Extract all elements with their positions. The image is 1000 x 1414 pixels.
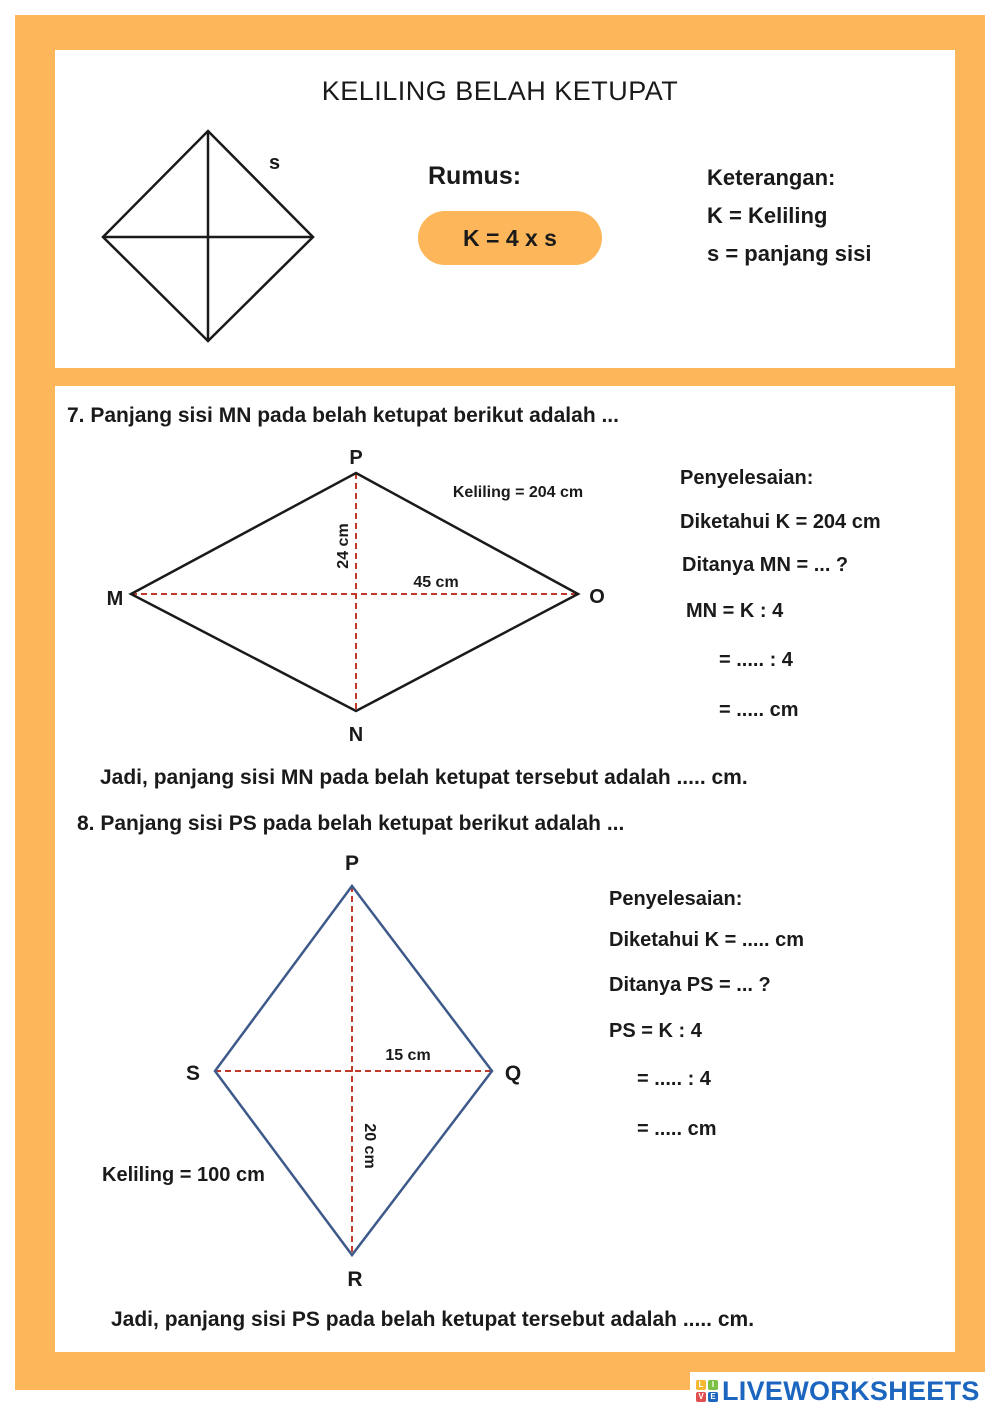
q7-vertical-label: 24 cm (335, 523, 352, 569)
q8-vertical-label: 20 cm (361, 1123, 378, 1169)
legend-heading: Keterangan: (707, 165, 836, 190)
q8-step-2: = ..... cm (637, 1118, 717, 1140)
q8-step-1: = ..... : 4 (637, 1068, 711, 1090)
q8-formula: PS = K : 4 (609, 1020, 702, 1042)
question-7: 7. Panjang sisi MN pada belah ketupat berikut adalah ... (67, 404, 619, 427)
q7-horizontal-label: 45 cm (413, 574, 459, 591)
q7-vertex-o: O (589, 586, 605, 608)
legend-item: K = Keliling (707, 203, 828, 228)
q7-vertex-m: M (106, 588, 124, 610)
logo-mark-tile: I (708, 1380, 718, 1390)
q8-rhombus-figure (0, 840, 1000, 1300)
question-8: 8. Panjang sisi PS pada belah ketupat berikut adalah ... (77, 812, 625, 835)
q8-vertex-r: R (347, 1268, 363, 1291)
q7-vertex-n: N (348, 724, 364, 746)
q8-solution-heading: Penyelesaian: (609, 888, 743, 910)
q8-asked: Ditanya PS = ... ? (609, 974, 771, 996)
q7-formula: MN = K : 4 (686, 600, 784, 622)
q8-vertex-s: S (185, 1062, 201, 1085)
logo-text: LIVEWORKSHEETS (722, 1375, 980, 1406)
q7-vertex-p: P (349, 447, 363, 469)
side-label: s (269, 152, 281, 174)
q7-asked: Ditanya MN = ... ? (682, 554, 849, 576)
logo-mark-tile: E (708, 1392, 718, 1402)
q7-rhombus-outline (131, 473, 578, 711)
logo-mark-tile: L (696, 1380, 706, 1390)
q7-solution-heading: Penyelesaian: (680, 467, 814, 489)
q7-rhombus-figure (0, 440, 1000, 760)
logo-mark-icon (696, 1380, 718, 1402)
q7-known: Diketahui K = 204 cm (680, 511, 881, 533)
q8-conclusion: Jadi, panjang sisi PS pada belah ketupat tersebut adalah ..... cm. (111, 1308, 755, 1331)
q8-horizontal-label: 15 cm (385, 1047, 431, 1064)
rhombus-diagram (95, 120, 325, 350)
q8-vertex-q: Q (504, 1062, 522, 1085)
q7-conclusion: Jadi, panjang sisi MN pada belah ketupat tersebut adalah ..... cm. (100, 766, 748, 789)
formula-text: K = 4 x s (463, 224, 557, 251)
legend-item: s = panjang sisi (707, 241, 872, 266)
logo-mark-tile: V (696, 1392, 706, 1402)
formula-pill (418, 211, 602, 265)
formula-heading: Rumus: (428, 162, 522, 190)
q8-perimeter-label: Keliling = 100 cm (102, 1164, 265, 1186)
q8-known: Diketahui K = ..... cm (609, 929, 805, 951)
page-title: KELILING BELAH KETUPAT (321, 76, 679, 106)
q8-vertex-p: P (344, 852, 360, 875)
q7-step-2: = ..... cm (719, 699, 799, 721)
liveworksheets-logo[interactable] (690, 1372, 986, 1410)
q7-step-1: = ..... : 4 (719, 649, 793, 671)
q7-perimeter-label: Keliling = 204 cm (452, 484, 584, 501)
